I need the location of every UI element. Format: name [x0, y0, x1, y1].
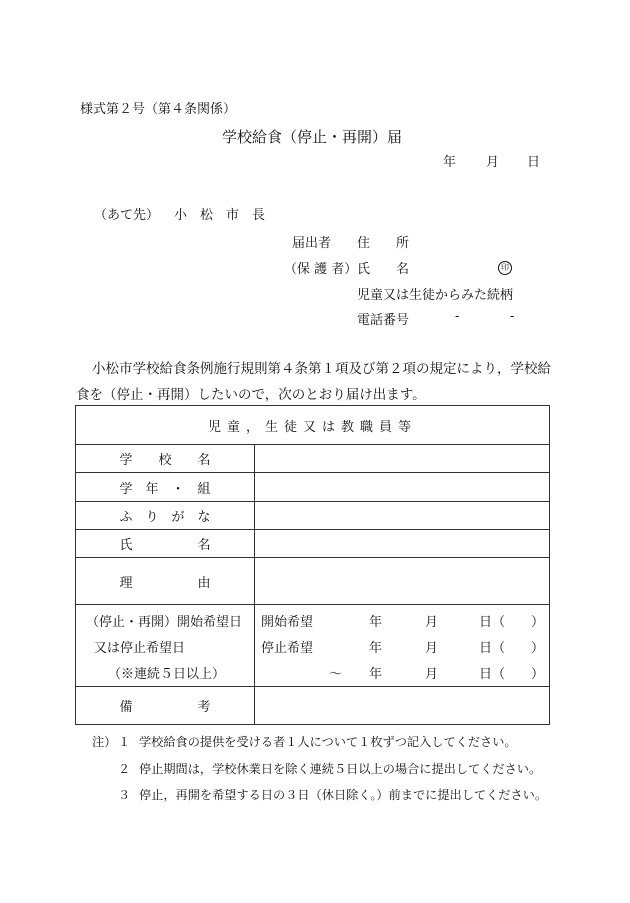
remarks-field[interactable] — [255, 687, 550, 725]
student-name-label: 氏 名 — [76, 530, 255, 558]
period-label — [76, 605, 255, 687]
phone-dash-1: - — [455, 309, 460, 324]
student-name-field[interactable] — [255, 530, 550, 558]
student-info-table — [75, 405, 550, 725]
start-month: 月 — [425, 615, 439, 630]
stop-month: 月 — [425, 641, 439, 656]
addressee-prefix: （あて先） — [94, 208, 160, 223]
guardian-label: （保 護 者） — [284, 262, 358, 277]
remarks-label: 備 考 — [76, 687, 255, 725]
address-label: 住 所 — [357, 236, 410, 251]
table-header: 児童，生徒又は教職員等 — [76, 406, 550, 445]
note-1-number: １ — [118, 735, 131, 749]
form-number: 様式第２号（第４条関係） — [80, 102, 237, 117]
grade-label: 学 年 ・ 組 — [76, 473, 255, 502]
seal-icon: 印 — [498, 261, 512, 275]
period-field[interactable] — [255, 605, 550, 687]
school-field[interactable] — [255, 445, 550, 473]
end-month: 月 — [425, 667, 439, 682]
phone-dash-2: - — [510, 309, 515, 324]
paragraph-line-1: 小松市学校給食条例施行規則第４条第１項及び第２項の規定により，学校給 — [92, 361, 551, 377]
note-2-number: ２ — [118, 762, 131, 776]
reason-field[interactable] — [255, 558, 550, 605]
start-label: 開始希望 — [261, 615, 314, 630]
stop-year: 年 — [369, 641, 383, 656]
period-label-line-3: （※連続５日以上） — [108, 667, 226, 682]
tilde: ～ — [329, 667, 343, 682]
note-1: 学校給食の提供を受ける者１人について１枚ずつ記入してください。 — [139, 735, 517, 749]
date-day: 日 — [527, 155, 541, 170]
applicant-label: 届出者 — [292, 236, 332, 251]
end-day: 日（ ） — [479, 667, 545, 682]
start-day: 日（ ） — [479, 615, 545, 630]
relation-label: 児童又は生徒からみた続柄 — [357, 288, 514, 303]
note-3-number: ３ — [118, 788, 131, 802]
furigana-label: ふ り が な — [76, 502, 255, 530]
name-label: 氏 名 — [357, 262, 410, 277]
phone-label: 電話番号 — [357, 313, 410, 328]
stop-day: 日（ ） — [479, 641, 545, 656]
date-month: 月 — [486, 155, 500, 170]
period-label-line-2: 又は停止希望日 — [94, 641, 186, 656]
grade-field[interactable] — [255, 473, 550, 502]
reason-label: 理 由 — [76, 558, 255, 605]
note-2: 停止期間は，学校休業日を除く連続５日以上の場合に提出してください。 — [139, 762, 542, 776]
furigana-field[interactable] — [255, 502, 550, 530]
date-year: 年 — [443, 155, 457, 170]
notes-prefix: 注） — [92, 735, 117, 749]
start-year: 年 — [369, 615, 383, 630]
period-label-line-1: （停止・再開）開始希望日 — [86, 615, 243, 630]
end-year: 年 — [369, 667, 383, 682]
form-title: 学校給食（停止・再開）届 — [222, 128, 403, 146]
note-3: 停止，再開を希望する日の３日（休日除く。）前までに提出してください。 — [139, 788, 548, 802]
school-label: 学 校 名 — [76, 445, 255, 473]
addressee-name: 小 松 市 長 — [174, 208, 266, 223]
paragraph-line-2: 食を（停止・再開）したいので，次のとおり届け出ます。 — [76, 387, 426, 403]
stop-label: 停止希望 — [261, 641, 314, 656]
